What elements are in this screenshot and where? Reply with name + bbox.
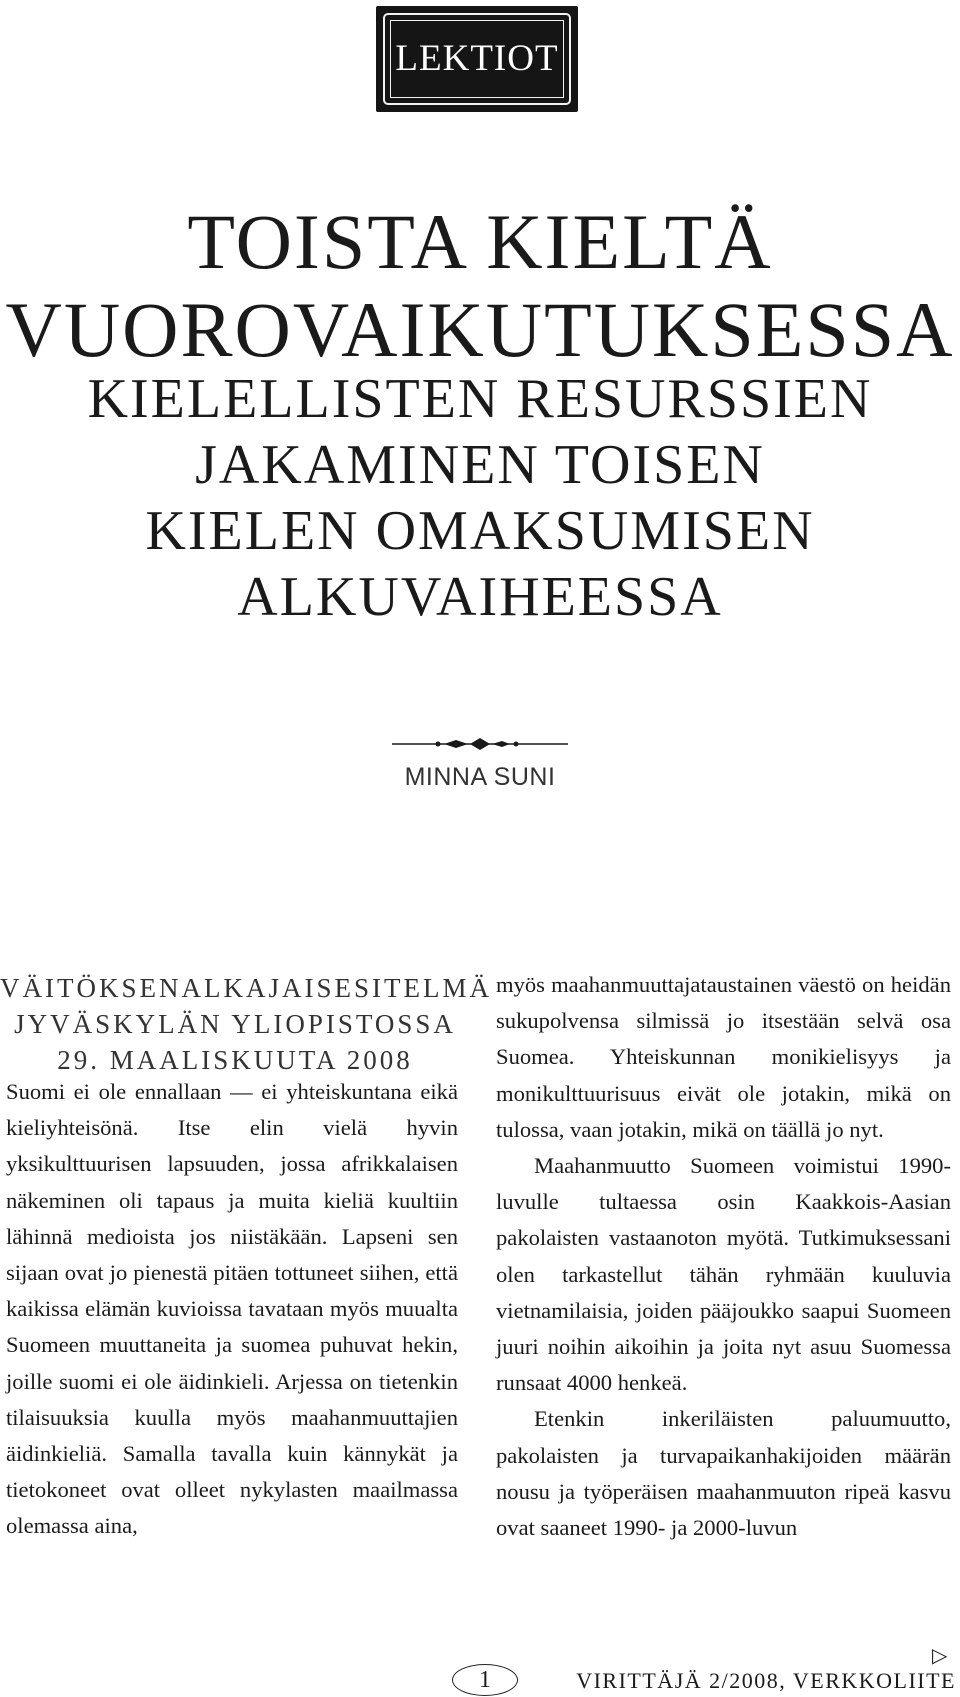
paragraph: myös maahanmuuttajataustainen väestö on heidän sukupolvensa silmissä jo itsestään selvä osa Suomea. Yhteiskunnan monikielisyys ja monikulttuurisuus eivät ole jotakin, mikä on tulossa, vaan jotakin, mikä on täällä jo nyt. [496, 972, 951, 1142]
ornament-divider-icon [392, 736, 568, 752]
section-label: LEKTIOT [395, 38, 559, 79]
event-line: JYVÄSKYLÄN YLIOPISTOSSA [14, 1009, 456, 1039]
event-line: VÄITÖKSENALKAJAISESITELMÄ [0, 973, 492, 1003]
article-subtitle [0, 366, 960, 630]
footer-publication: VIRITTÄJÄ 2/2008, VERKKOLIITE [576, 1668, 956, 1693]
subtitle-line: KIELELLISTEN RESURSSIEN [87, 368, 873, 430]
article-title [0, 198, 960, 374]
author-name: MINNA SUNI [404, 763, 556, 791]
continued-arrow-icon: ▷ [932, 1645, 948, 1667]
event-info [0, 970, 492, 1078]
title-line: VUOROVAIKUTUKSESSA [5, 286, 955, 373]
paragraph: Suomi ei ole ennallaan — ei yhteiskuntana eikä kieliyhteisönä. Itse elin vielä hyvin yksikulttuurisen lapsuuden, jossa afrikkalaisen näkeminen oli tapaus ja muita kieliä kuultiin lähinnä medioista jos niistäkään. Lapseni sen sijaan ovat jo pienestä pitäen tottuneet siihen, että kaikissa elämän kuvioissa tavataan myös muualta Suomeen muuttaneita ja suomea puhuvat hekin, joille suomi ei ole äidinkieli. Arjessa on tietenkin tilaisuuksia kuulla myös maahanmuuttajien äidinkieliä. Samalla tavalla kuin kännykät ja tietokoneet ovat olleet nykylasten maailmassa olemassa aina, [6, 1079, 458, 1539]
subtitle-line: KIELEN OMAKSUMISEN [145, 500, 815, 562]
subtitle-line: ALKUVAIHEESSA [237, 566, 723, 628]
paragraph: Maahanmuutto Suomeen voimistui 1990-luvulle tultaessa osin Kaakkois-Aasian pakolaisten vastaanoton myötä. Tutkimuksessani olen tarkastellut tähän ryhmään kuuluvia vietnamilaisia, joiden pääjoukko saapui Suomeen juuri noihin aikoihin ja joita nyt asuu Suomessa runsaat 4000 henkeä. [496, 1153, 951, 1396]
subtitle-line: JAKAMINEN TOISEN [195, 434, 765, 496]
event-line: 29. MAALISKUUTA 2008 [57, 1045, 413, 1075]
page-number: 1 [452, 1664, 518, 1696]
section-label-box [376, 6, 578, 112]
title-line: TOISTA KIELTÄ [187, 198, 773, 285]
left-column [6, 1074, 458, 1545]
paragraph: Etenkin inkeriläisten paluumuutto, pakolaisten ja turvapaikanhakijoiden määrän nousu ja työperäisen maahanmuuton ripeä kasvu ovat saaneet 1990- ja 2000-luvun [496, 1406, 951, 1541]
right-column [496, 967, 951, 1546]
